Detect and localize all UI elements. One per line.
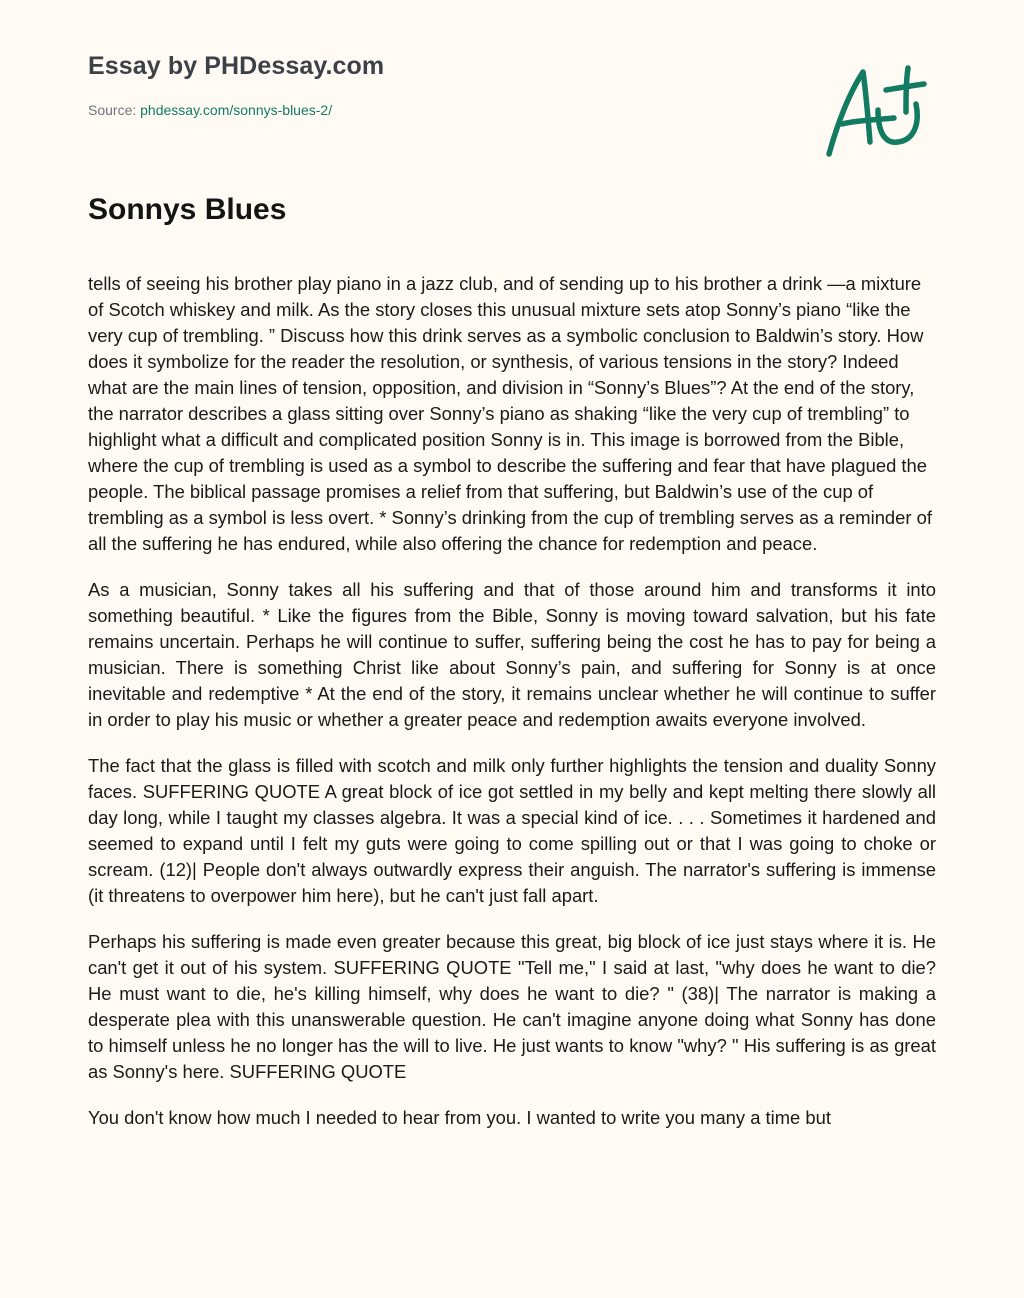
essay-paragraph: tells of seeing his brother play piano in a jazz club, and of sending up to his brother a drink —a mixture of Scotch whiskey and milk. As the story closes this unusual mixture sets atop Sonny’s piano “like the very cup of trembling. ” Discuss how this drink serves as a symbolic conclusion to Baldwin’s story. How does it symbolize for the reader the resolution, or synthesis, of various tensions in the story? Indeed what are the main lines of tension, opposition, and division in “Sonny’s Blues”? At the end of the story, the narrator describes a glass sitting over Sonny’s piano as shaking “like the very cup of trembling” to highlight what a difficult and complicated position Sonny is in. This image is borrowed from the Bible, where the cup of trembling is used as a symbol to describe the suffering and fear that have plagued the people. The biblical passage promises a relief from that suffering, but Baldwin’s use of the cup of trembling as a symbol is less overt. * Sonny’s drinking from the cup of trembling serves as a reminder of all the suffering he has endured, while also offering the chance for redemption and peace. (88, 273, 932, 554)
source-label: Source: (88, 102, 137, 118)
a-plus-grade-icon (820, 62, 932, 162)
essay-paragraph: Perhaps his suffering is made even greater because this great, big block of ice just stays where it is. He can't get it out of his system. SUFFERING QUOTE "Tell me," I said at last, "why does he want to die? He must want to die, he's killing himself, why does he want to die? " (38)| The narrator is making a desperate plea with this unanswerable question. He can't imagine anyone doing what Sonny has done to himself unless he no longer has the will to live. He just wants to know "why? " His suffering is as great as Sonny's here. SUFFERING QUOTE (88, 931, 936, 1082)
source-line (88, 101, 384, 119)
essay-paragraph: You don't know how much I needed to hear from you. I wanted to write you many a time but (88, 1107, 831, 1128)
site-header (88, 50, 384, 119)
brand-title: Essay by PHDessay.com (88, 52, 385, 80)
essay-paragraph: The fact that the glass is filled with scotch and milk only further highlights the tension and duality Sonny faces. SUFFERING QUOTE A great block of ice got settled in my belly and kept melting there slowly all day long, while I taught my classes algebra. It was a special kind of ice. . . . Sometimes it hardened and seemed to expand until I felt my guts were going to come spilling out or that I was going to choke or scream. (12)| People don't always outwardly express their anguish. The narrator's suffering is immense (it threatens to overpower him here), but he can't just fall apart. (88, 755, 936, 906)
essay-title: Sonnys Blues (88, 193, 287, 226)
essay-paragraph: As a musician, Sonny takes all his suffering and that of those around him and transforms it into something beautiful. * Like the figures from the Bible, Sonny is moving toward salvation, but his fate remains uncertain. Perhaps he will continue to suffer, suffering being the cost he has to pay for being a musician. There is something Christ like about Sonny’s pain, and suffering for Sonny is at once inevitable and redemptive * At the end of the story, it remains unclear whether he will continue to suffer in order to play his music or whether a greater peace and redemption awaits everyone involved. (88, 579, 936, 730)
source-link[interactable]: phdessay.com/sonnys-blues-2/ (140, 102, 333, 118)
essay-body (88, 271, 936, 1151)
